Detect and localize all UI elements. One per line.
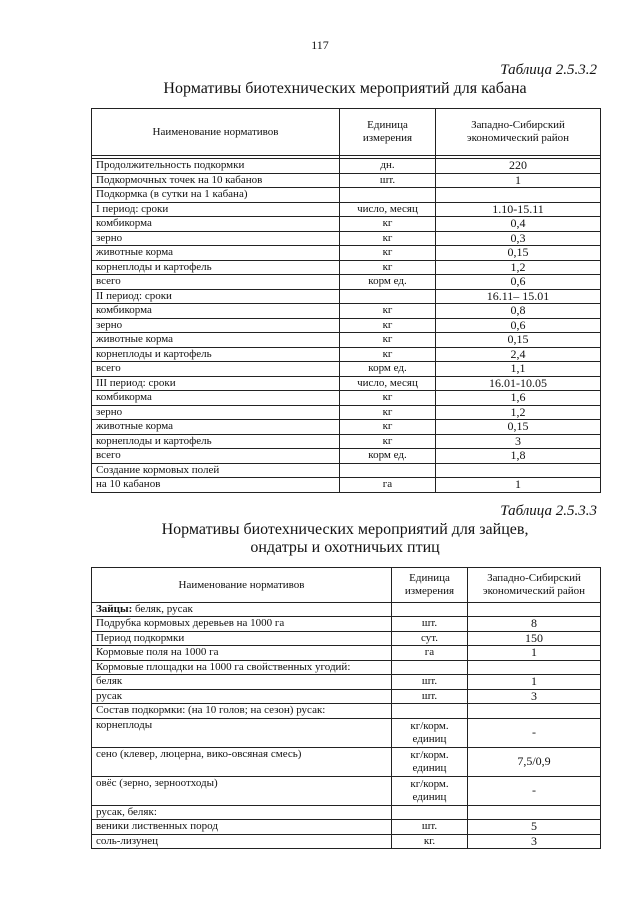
row-name: Подрубка кормовых деревьев на 1000 га <box>92 617 392 632</box>
row-unit: корм ед. <box>340 275 436 290</box>
row-name: III период: сроки <box>92 376 340 391</box>
row-unit <box>392 747 468 776</box>
table2 <box>91 567 601 849</box>
row-unit: кг <box>340 333 436 348</box>
row-unit: дн. <box>340 159 436 174</box>
table2-label: Таблица 2.5.3.3 <box>500 503 597 519</box>
table-row <box>92 420 601 435</box>
row-unit <box>340 289 436 304</box>
row-value <box>468 805 601 820</box>
table-row <box>92 202 601 217</box>
row-value: 0,15 <box>436 333 601 348</box>
row-unit: число, месяц <box>340 202 436 217</box>
row-value: 3 <box>468 689 601 704</box>
table-row <box>92 246 601 261</box>
table-row <box>92 834 601 849</box>
table2-title-line2: ондатры и охотничьих птиц <box>250 539 440 556</box>
table-row <box>92 675 601 690</box>
table2-header-name: Наименование нормативов <box>92 568 392 603</box>
row-name: Продолжительность подкормки <box>92 159 340 174</box>
row-name: животные корма <box>92 420 340 435</box>
row-unit: га <box>392 646 468 661</box>
table-row <box>92 304 601 319</box>
row-unit: кг <box>340 231 436 246</box>
row-unit <box>392 805 468 820</box>
page-number: 117 <box>311 38 329 52</box>
row-unit: кг <box>340 217 436 232</box>
table-row <box>92 275 601 290</box>
row-value: 1 <box>436 173 601 188</box>
row-name: зерно <box>92 318 340 333</box>
row-value <box>468 704 601 719</box>
table-row <box>92 704 601 719</box>
table-row <box>92 646 601 661</box>
row-name: зерно <box>92 231 340 246</box>
table2-title-line1: Нормативы биотехнических мероприятий для зайцев, <box>161 521 529 538</box>
row-unit: шт. <box>340 173 436 188</box>
row-name: комбикорма <box>92 304 340 319</box>
row-name: Период подкормки <box>92 631 392 646</box>
row-value <box>436 188 601 203</box>
row-unit <box>340 188 436 203</box>
row-unit: кг <box>340 260 436 275</box>
table2-section-title <box>92 603 392 617</box>
table-row <box>92 660 601 675</box>
row-unit: га <box>340 478 436 493</box>
table-row <box>92 805 601 820</box>
table-row <box>92 289 601 304</box>
table1-header-unit: Единица измерения <box>340 109 436 156</box>
row-unit: кг <box>340 434 436 449</box>
row-name: животные корма <box>92 246 340 261</box>
row-name: всего <box>92 362 340 377</box>
row-name: корнеплоды и картофель <box>92 434 340 449</box>
row-value: 0,6 <box>436 275 601 290</box>
row-value: 5 <box>468 820 601 835</box>
row-value: 16.01-10.05 <box>436 376 601 391</box>
row-unit: корм ед. <box>340 362 436 377</box>
row-name: Кормовые площадки на 1000 га свойственных угодий: <box>92 660 392 675</box>
row-value: 0,8 <box>436 304 601 319</box>
row-unit: шт. <box>392 617 468 632</box>
row-name: Состав подкормки: (на 10 голов; на сезон) русак: <box>92 704 392 719</box>
table-row <box>92 333 601 348</box>
row-value: 2,4 <box>436 347 601 362</box>
row-unit: число, месяц <box>340 376 436 391</box>
row-value: 1,6 <box>436 391 601 406</box>
table-row <box>92 405 601 420</box>
row-name: животные корма <box>92 333 340 348</box>
row-name: русак <box>92 689 392 704</box>
table-row <box>92 718 601 747</box>
table-row <box>92 449 601 464</box>
row-name: сено (клевер, люцерна, вико-овсяная смесь) <box>92 747 392 776</box>
table1-label: Таблица 2.5.3.2 <box>500 62 597 78</box>
table-row <box>92 159 601 174</box>
row-unit: кг. <box>392 834 468 849</box>
section-rest-text: беляк, русак <box>132 603 193 615</box>
row-unit-line2: единиц <box>412 761 447 774</box>
row-name: овёс (зерно, зерноотходы) <box>92 776 392 805</box>
row-value: 0,3 <box>436 231 601 246</box>
table-row <box>92 318 601 333</box>
row-name: корнеплоды и картофель <box>92 260 340 275</box>
row-unit <box>392 776 468 805</box>
row-name: корнеплоды <box>92 718 392 747</box>
row-value: 1 <box>468 646 601 661</box>
row-unit: шт. <box>392 689 468 704</box>
row-unit-line1: кг/корм. <box>410 719 449 732</box>
table-row <box>92 376 601 391</box>
row-value: 1 <box>436 478 601 493</box>
table2-empty-cell <box>468 603 601 617</box>
row-unit-line2: единиц <box>412 790 447 803</box>
row-unit <box>392 660 468 675</box>
table2-header-region: Западно-Сибирский экономический район <box>468 568 601 603</box>
table-row <box>92 478 601 493</box>
row-value: 1,1 <box>436 362 601 377</box>
row-name: II период: сроки <box>92 289 340 304</box>
table-row <box>92 260 601 275</box>
table-row <box>92 820 601 835</box>
row-value: 0,6 <box>436 318 601 333</box>
table2-empty-cell <box>392 603 468 617</box>
row-unit <box>340 463 436 478</box>
row-value: 7,5/0,9 <box>468 747 601 776</box>
row-name: веники лиственных пород <box>92 820 392 835</box>
row-value: 16.11– 15.01 <box>436 289 601 304</box>
row-value <box>436 463 601 478</box>
row-unit: корм ед. <box>340 449 436 464</box>
row-name: Создание кормовых полей <box>92 463 340 478</box>
row-unit: кг <box>340 304 436 319</box>
table2-header-unit: Единица измерения <box>392 568 468 603</box>
table1-header-name: Наименование нормативов <box>92 109 340 156</box>
row-unit: сут. <box>392 631 468 646</box>
table-row <box>92 362 601 377</box>
table-row <box>92 231 601 246</box>
table-row <box>92 347 601 362</box>
table-row <box>92 217 601 232</box>
row-name: корнеплоды и картофель <box>92 347 340 362</box>
row-name: комбикорма <box>92 391 340 406</box>
row-unit: шт. <box>392 820 468 835</box>
row-name: Подкормка (в сутки на 1 кабана) <box>92 188 340 203</box>
row-unit-line1: кг/корм. <box>410 748 449 761</box>
row-value: 1,8 <box>436 449 601 464</box>
table1 <box>91 108 601 493</box>
table-row <box>92 631 601 646</box>
row-name: соль-лизунец <box>92 834 392 849</box>
row-name: беляк <box>92 675 392 690</box>
row-unit: кг <box>340 347 436 362</box>
row-name: Подкормочных точек на 10 кабанов <box>92 173 340 188</box>
row-value: 8 <box>468 617 601 632</box>
row-unit <box>392 704 468 719</box>
table-row <box>92 188 601 203</box>
row-unit: шт. <box>392 675 468 690</box>
table-row <box>92 391 601 406</box>
row-unit-line1: кг/корм. <box>410 777 449 790</box>
row-unit-line2: единиц <box>412 732 447 745</box>
row-name: Кормовые поля на 1000 га <box>92 646 392 661</box>
table-row <box>92 173 601 188</box>
row-value: 220 <box>436 159 601 174</box>
table-row <box>92 747 601 776</box>
row-value: 0,4 <box>436 217 601 232</box>
row-value: 1.10-15.11 <box>436 202 601 217</box>
table-row <box>92 689 601 704</box>
row-unit: кг <box>340 391 436 406</box>
section-bold-text: Зайцы: <box>96 603 133 615</box>
row-name: на 10 кабанов <box>92 478 340 493</box>
row-name: зерно <box>92 405 340 420</box>
row-value: 3 <box>436 434 601 449</box>
row-value: 1 <box>468 675 601 690</box>
row-value: 1,2 <box>436 405 601 420</box>
row-name: всего <box>92 449 340 464</box>
row-name: комбикорма <box>92 217 340 232</box>
table-row <box>92 617 601 632</box>
row-value: - <box>468 776 601 805</box>
row-unit: кг <box>340 318 436 333</box>
table-row <box>92 776 601 805</box>
row-name: I период: сроки <box>92 202 340 217</box>
table1-header-region: Западно-Сибирский экономический район <box>436 109 601 156</box>
row-value: 150 <box>468 631 601 646</box>
row-unit <box>392 718 468 747</box>
row-value <box>468 660 601 675</box>
row-value: - <box>468 718 601 747</box>
table1-title: Нормативы биотехнических мероприятий для кабана <box>163 80 527 97</box>
row-name: русак, беляк: <box>92 805 392 820</box>
row-unit: кг <box>340 246 436 261</box>
row-unit: кг <box>340 420 436 435</box>
table-row <box>92 463 601 478</box>
row-unit: кг <box>340 405 436 420</box>
row-value: 3 <box>468 834 601 849</box>
row-value: 0,15 <box>436 246 601 261</box>
row-value: 0,15 <box>436 420 601 435</box>
row-name: всего <box>92 275 340 290</box>
table-row <box>92 434 601 449</box>
row-value: 1,2 <box>436 260 601 275</box>
